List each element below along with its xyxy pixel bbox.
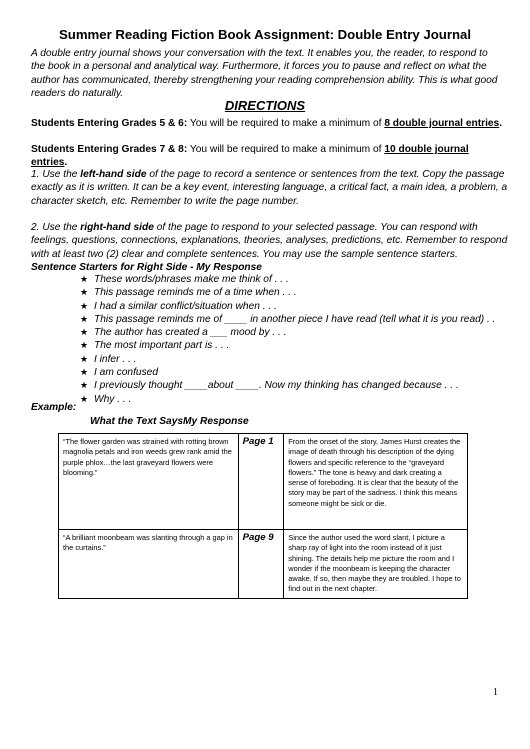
star-icon: ★ [80, 380, 89, 391]
journal-column-headings: What the Text SaysMy Response [90, 416, 249, 427]
starter-item [80, 273, 496, 286]
starter-text: This passage reminds me of ____ in another piece I have read (tell what it is you read) . . [94, 313, 496, 325]
starter-item [80, 313, 496, 326]
starter-item [80, 300, 496, 313]
example-label: Example: [31, 402, 77, 413]
starter-text: The most important part is . . . [94, 340, 230, 352]
star-icon: ★ [80, 274, 89, 284]
starter-text: Why . . . [94, 393, 132, 405]
grade-5-6-label: Students Entering Grades 5 & 6: [31, 118, 188, 129]
step-2-prefix: 2. Use the [31, 222, 81, 233]
star-icon: ★ [80, 327, 89, 338]
star-icon: ★ [80, 353, 89, 364]
step-2-text: of the page to respond to your selected passage. You can respond with feelings, questions, connections, explanations, theories, analyses, predictions, etc. Remember to respond with at least two (2) clear and complete sentences. You may use the sample sentence starters. [31, 222, 508, 260]
starter-item [80, 326, 496, 339]
starter-item [80, 353, 496, 366]
quote-cell: “A brilliant moonbeam was slanting through a gap in the curtains.” [59, 530, 239, 599]
grade-5-6-count: 8 double journal entries [384, 118, 500, 129]
page-cell: Page 9 [238, 530, 284, 599]
starter-text: I had a similar conflict/situation when . . . [94, 300, 277, 312]
grade-7-8-end: . [64, 157, 68, 169]
star-icon: ★ [80, 340, 89, 351]
directions-heading: DIRECTIONS [224, 98, 306, 113]
star-icon: ★ [80, 313, 89, 324]
document-title: Summer Reading Fiction Book Assignment: Double Entry Journal [58, 27, 472, 42]
step-1-prefix: 1. Use the [31, 169, 81, 180]
starter-text: I previously thought ____about ____. Now my thinking has changed because . . . [94, 380, 459, 392]
starter-item [80, 286, 496, 299]
star-icon: ★ [80, 393, 89, 404]
starter-text: These words/phrases make me think of . . . [94, 274, 289, 285]
sentence-starters-list [80, 273, 496, 406]
grade-7-8-requirement [31, 143, 506, 170]
response-cell: From the onset of the story, James Hurst creates the image of death through his description of the dying flowers and specific reference to the “graveyard flowers.” The tone is heavy and dark creating a sense of foreboding. It is clear that the beauty of the story may be part of the sadness. I think this means someone might be sick or die. [284, 434, 468, 530]
starter-text: I infer . . . [94, 353, 137, 365]
grade-5-6-end: . [499, 118, 503, 129]
starter-text: The author has created a ___ mood by . . . [94, 327, 287, 339]
grade-7-8-label: Students Entering Grades 7 & 8: [31, 144, 188, 155]
grade-5-6-text: You will be required to make a minimum of [187, 118, 385, 129]
intro-paragraph: A double entry journal shows your conversation with the text. It enables you, the reader, to respond to the book in a personal and analytical way. Furthermore, it forces you to pause and reflect on what the author has communicated, thereby strengthening your reading comprehension ability. This is what good readers do naturally. [31, 48, 498, 99]
page-number: 1 [493, 687, 498, 698]
star-icon: ★ [80, 300, 89, 311]
step-2-emphasis: right-hand side [80, 222, 154, 233]
response-cell: Since the author used the word slant, I picture a sharp ray of light into the room instead of it just shining. The details help me picture the room and I wonder if the moonbeam is keeping the character awake. If so, then maybe they are troubled. I hope to find out in the next chapter. [284, 530, 468, 599]
step-2-paragraph [31, 221, 509, 261]
step-1-paragraph [31, 168, 509, 208]
table-row [59, 434, 468, 530]
grade-7-8-text: You will be required to make a minimum of [187, 144, 385, 155]
starter-item [80, 393, 496, 406]
starter-item [80, 379, 496, 392]
sentence-starters-title: Sentence Starters for Right Side - My Response [31, 262, 262, 273]
table-row [59, 530, 468, 599]
step-1-emphasis: left-hand side [80, 169, 147, 180]
page-cell: Page 1 [238, 434, 284, 530]
grade-7-8-count: 10 double journal entries [31, 144, 469, 169]
starter-item [80, 366, 496, 379]
step-1-text: of the page to record a sentence or sentences from the text. Copy the passage exactly as it is written. It can be a key event, interesting language, a critical fact, a main idea, a problem, a character sketch, etc. Remember to write the page number. [31, 169, 508, 207]
quote-cell: “The flower garden was strained with rotting brown magnolia petals and iron weeds grew rank amid the purple phlox…the last graveyard flowers were blooming.” [59, 434, 239, 530]
grade-5-6-requirement [31, 117, 506, 130]
starter-text: I am confused [94, 367, 158, 379]
starter-text: This passage reminds me of a time when . . . [94, 287, 297, 299]
star-icon: ★ [80, 367, 89, 378]
starter-item [80, 339, 496, 352]
journal-example-table [58, 433, 468, 599]
star-icon: ★ [80, 287, 89, 298]
